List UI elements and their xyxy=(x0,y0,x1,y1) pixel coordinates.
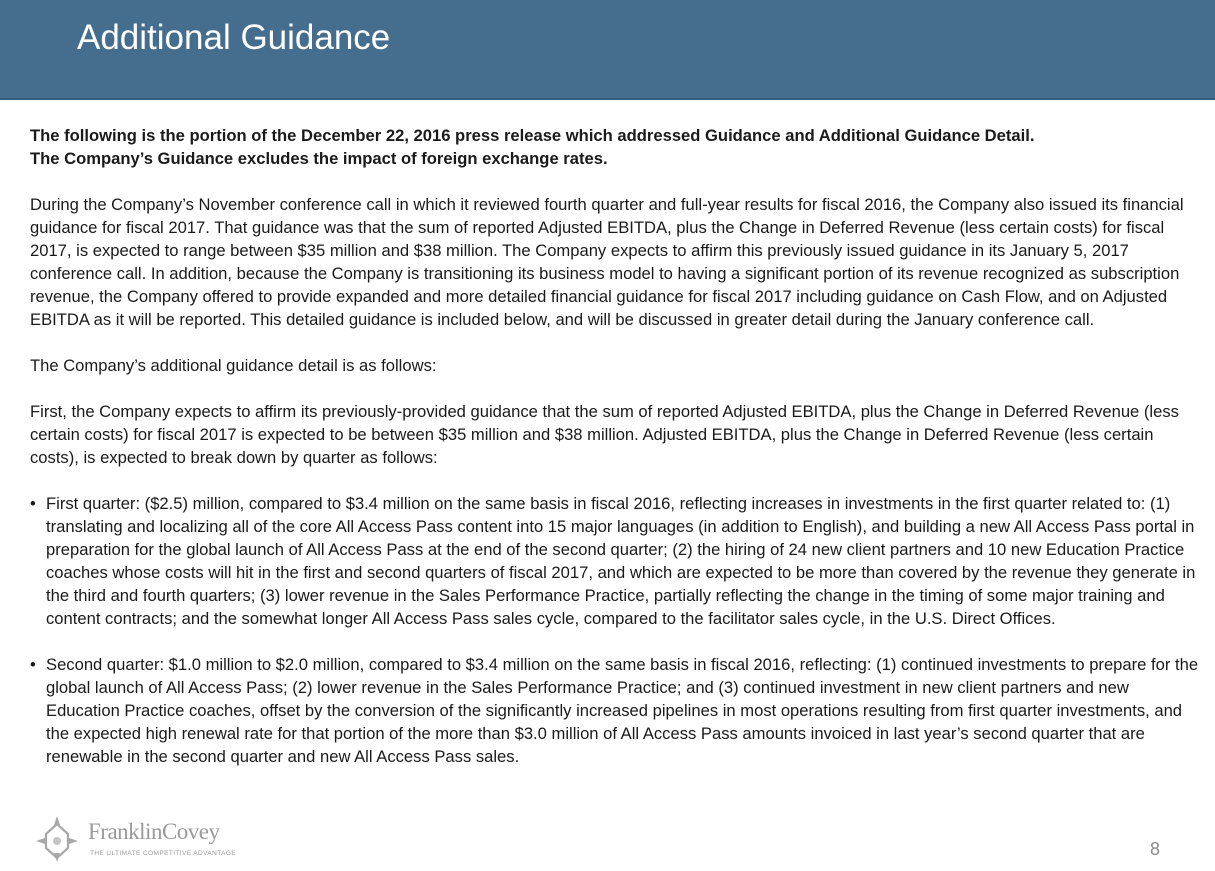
intro-line-1: The following is the portion of the December 22, 2016 press release which addressed Guidance and Additional Guidance Detail. xyxy=(30,126,1035,145)
bullet-text: First quarter: ($2.5) million, compared to $3.4 million on the same basis in fiscal 2016, reflecting increases in investments in the first quarter related to: (1) translating and localizing all of the core All Access Pass content into 15 major languages (in addition to English), and building a new All Access Pass portal in preparation for the global launch of All Access Pass at the end of the second quarter; (2) the hiring of 24 new client partners and 10 new Education Practice coaches whose costs will hit in the first and second quarters of fiscal 2017, and which are expected to be more than covered by the revenue they generate in the third and fourth quarters; (3) lower revenue in the Sales Performance Practice, partially reflecting the change in the timing of some major training and content contracts; and the somewhat longer All Access Pass sales cycle, compared to the facilitator sales cycle, in the U.S. Direct Offices. xyxy=(46,494,1196,628)
bullet-second-quarter xyxy=(30,653,1200,768)
paragraph-guidance-intro: The Company’s additional guidance detail is as follows: xyxy=(30,356,437,375)
paragraph-first-affirm: First, the Company expects to affirm its previously-provided guidance that the sum of reported Adjusted EBITDA, plus the Change in Deferred Revenue (less certain costs) for fiscal 2017 is expected to be between $35 million and $38 million. Adjusted EBITDA, plus the Change in Deferred Revenue (less certain costs), is expected to break down by quarter as follows: xyxy=(30,402,1179,467)
franklincovey-logo xyxy=(34,814,274,864)
bullet-marker: • xyxy=(30,494,36,513)
bullet-marker: • xyxy=(30,655,36,674)
paragraph-overview: During the Company’s November conference call in which it reviewed fourth quarter and full-year results for fiscal 2016, the Company also issued its financial guidance for fiscal 2017. That guidance was that the sum of reported Adjusted EBITDA, plus the Change in Deferred Revenue (less certain costs) for fiscal 2017, is expected to range between $35 million and $38 million. The Company expects to affirm this previously issued guidance in its January 5, 2017 conference call. In addition, because the Company is transitioning its business model to having a significant portion of its revenue recognized as subscription revenue, the Company offered to provide expanded and more detailed financial guidance for fiscal 2017 including guidance on Cash Flow, and on Adjusted EBITDA as it will be reported. This detailed guidance is included below, and will be discussed in greater detail during the January conference call. xyxy=(30,195,1184,329)
logo-tagline: THE ULTIMATE COMPETITIVE ADVANTAGE xyxy=(90,850,237,857)
intro-line-2: The Company’s Guidance excludes the impact of foreign exchange rates. xyxy=(30,149,608,168)
quarter-bullet-list xyxy=(30,492,1200,768)
logo-wordmark: FranklinCovey xyxy=(88,819,220,844)
main-content xyxy=(30,124,1200,791)
bullet-first-quarter xyxy=(30,492,1200,630)
franklincovey-compass-icon xyxy=(36,816,78,862)
intro-statement xyxy=(30,124,1200,170)
header-banner xyxy=(0,0,1215,100)
bullet-text: Second quarter: $1.0 million to $2.0 million, compared to $3.4 million on the same basis in fiscal 2016, reflecting: (1) continued investments to prepare for the global launch of All Access Pass; (2) lower revenue in the Sales Performance Practice; and (3) continued investment in new client partners and new Education Practice coaches, offset by the conversion of the significantly increased pipelines in most operations resulting from first quarter investments, and the expected high renewal rate for that portion of the more than $3.0 million of All Access Pass amounts invoiced in last year’s second quarter that are renewable in the second quarter and new All Access Pass sales. xyxy=(46,655,1199,766)
page-title: Additional Guidance xyxy=(77,18,391,57)
page-number: 8 xyxy=(1149,839,1160,859)
